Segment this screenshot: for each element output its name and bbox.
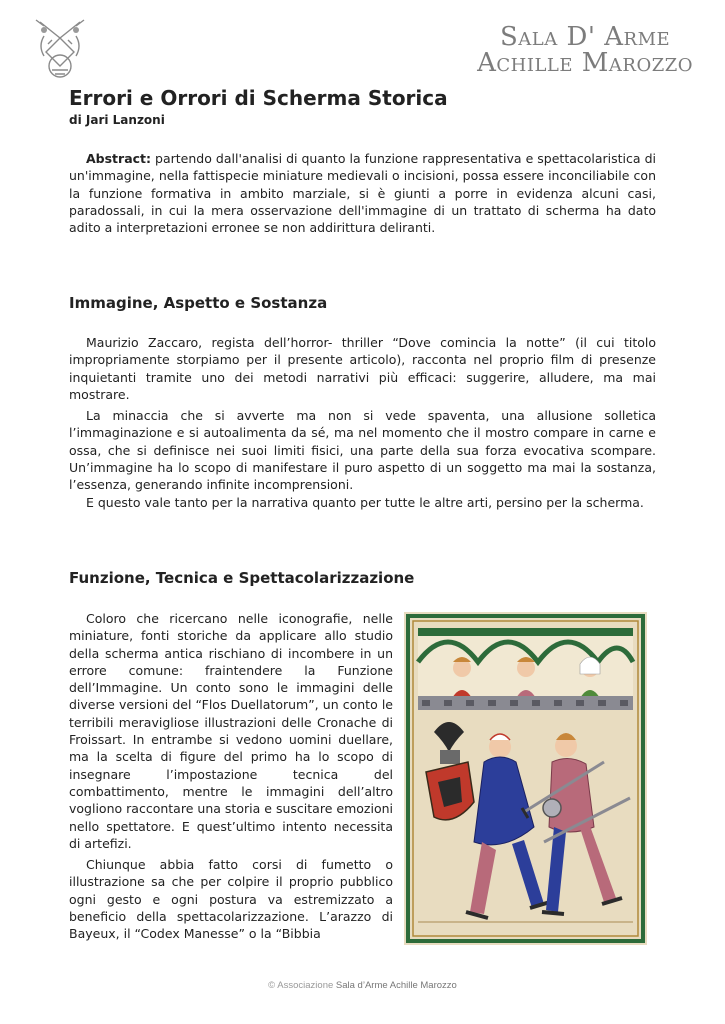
section-heading-funzione: Funzione, Tecnica e Spettacolarizzazione (69, 569, 415, 587)
page-footer (0, 980, 725, 991)
page-title: Errori e Orrori di Scherma Storica (69, 86, 448, 110)
section2-paragraph-1: Coloro che ricercano nelle iconografie, nelle miniature, fonti storiche da applicare allo studio della scherma antica rischiano di incombere in un errore comune: fraintendere la Funzione dell’Immagine. Un conto sono le immagini delle diverse versioni del “Flos Duellatorum”, un conto le terribili meravigliose illustrazioni delle Cronache di Froissart. In entrambe si vedono uomini duellare, ma la scelta di figure del primo ha lo scopo di insegnare l’impostazione tecnica del combattimento, mentre le immagini dell’altro vogliono raccontare una storia e suscitare emozioni nello spettatore. E quest’ultimo intento necessita di artefizi. (69, 611, 393, 851)
section1-paragraph-2: La minaccia che si avverte ma non si vede spaventa, una allusione solletica l’immaginazione e si autoalimenta da sé, ma nel momento che il mostro compare in carne e ossa, che si definisce nei suoi limiti fisici, una parte della sua forza evocativa scompare. Un’immagine ha lo scopo di manifestare il puro aspetto di un soggetto ma mai la sostanza, l’essenza, generando infinite incomprensioni. (69, 408, 656, 493)
brand-logo (477, 24, 693, 76)
footer-prefix: © Associazione (268, 980, 336, 991)
author-line: di Jari Lanzoni (69, 113, 165, 127)
section1-paragraph-1: Maurizio Zaccaro, regista dell’horror- thriller “Dove comincia la notte” (il cui titolo impropriamente storpiamo per il presente articolo), racconta nel proprio film di presenze inquietanti tramite uno dei metodi narrativi più efficaci: suggerire, alludere, ma mai mostrare. (69, 335, 656, 402)
section1-paragraph-3: E questo vale tanto per la narrativa quanto per tutte le altre arti, persino per la scherma. (86, 495, 644, 510)
section-heading-immagine: Immagine, Aspetto e Sostanza (69, 294, 328, 312)
section2-paragraph-2: Chiunque abbia fatto corsi di fumetto o illustrazione sa che per colpire il proprio pubblico ogni gesto e ogni postura va estremizzato a beneficio della spettacolarizzazione. L’arazzo di Bayeux, il “Codex Manesse” o la “Bibbia (69, 857, 393, 942)
abstract-paragraph (69, 150, 656, 236)
fencing-crest-icon (30, 16, 90, 80)
footer-organization: Sala d’Arme Achille Marozzo (335, 980, 457, 991)
codex-manesse-miniature (404, 612, 647, 945)
abstract-label: Abstract: (86, 151, 152, 166)
abstract-text: partendo dall'analisi di quanto la funzione rappresentativa e spettacolaristica di un'immagine, nella fattispecie miniature medievali o incisioni, possa essere inconciliabile con la funzione formativa in ambito marziale, si è giunti a porre in evidenza alcuni casi, paradossali, in cui la mera osservazione dell'immagine di un trattato di scherma ha dato adito a interpretazioni erronee se non addirittura deliranti. (69, 151, 656, 236)
brand-logo-line1: Sala D' Arme (499, 22, 671, 52)
brand-logo-line2: Achille Marozzo (477, 48, 693, 78)
